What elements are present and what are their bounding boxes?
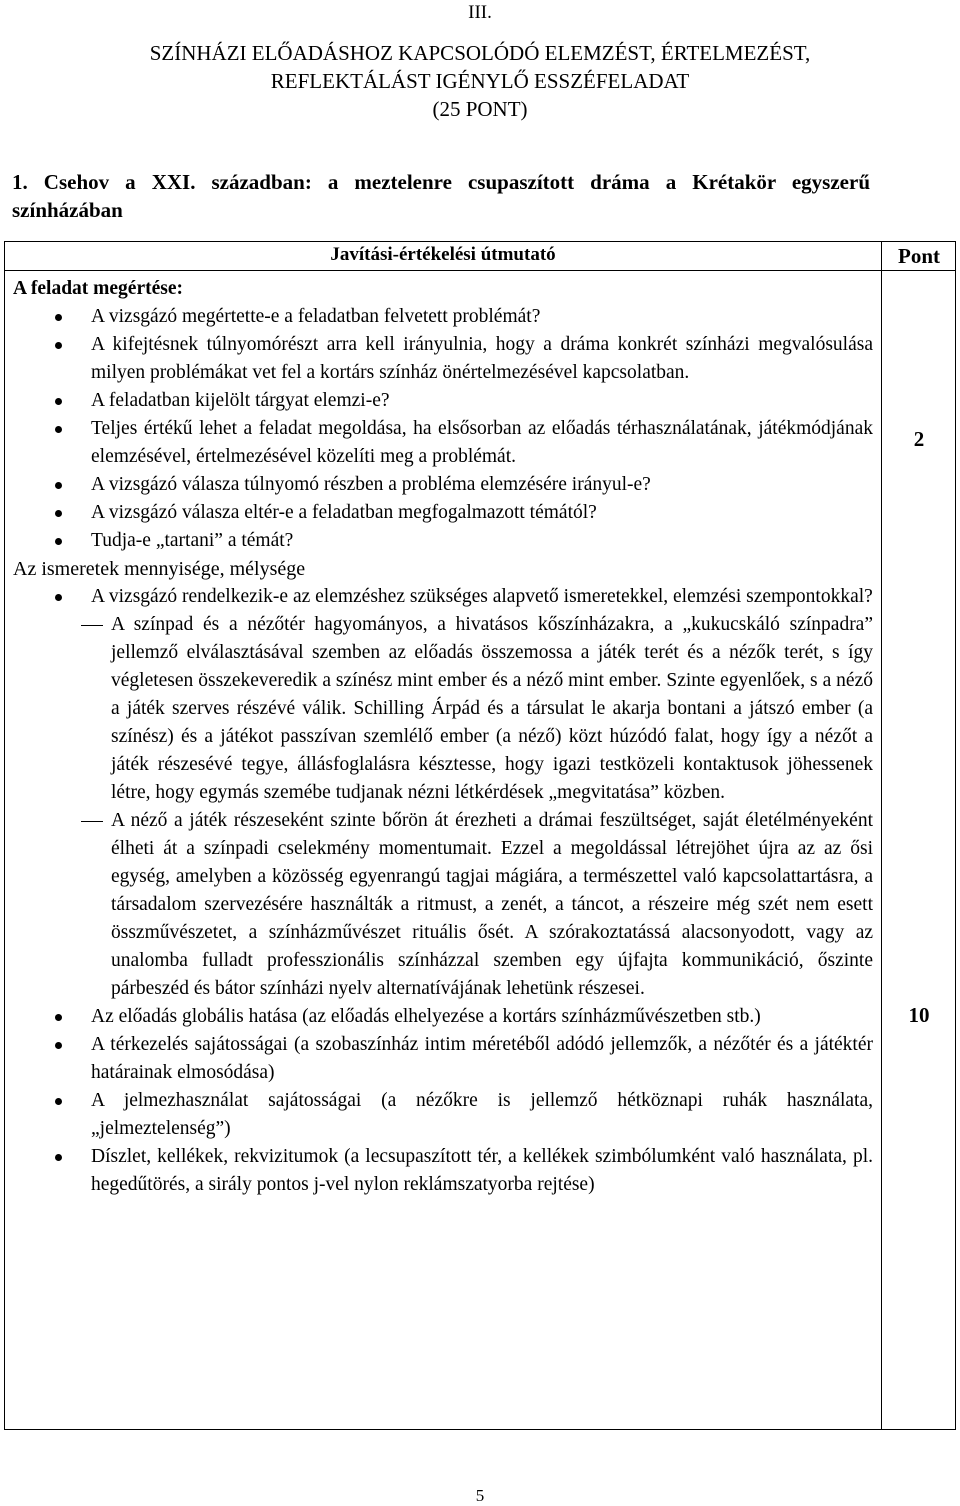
list-item: Az előadás globális hatása (az előadás elhelyezése a kortárs színházművészetben stb.): [13, 1003, 873, 1031]
dash-item-text: A színpad és a nézőtér hagyományos, a hivatásos kőszínházakra, a „kukucskáló színpadra” jellemző elválasztásával szemben az előadás összemossa a játék terét és a nézők terét, s így végletesen összekeveredik a színész mint ember és a néző mint ember. Szinte egyenlőek, s a néző a játék szerves részévé válik. Schilling Árpád és a társulat le akarja bontani a játszó ember (a színész) és a játékot passzívan szemlélő ember (a néző) közt húzódó falat, hogy így a nézőt a játék részesévé tegye, állásfoglalásra késztesse, hogy igazi testközeli kontaktusok jöhessenek létre, hogy egymás szemébe tudjanak nézni létkérdések „megvitatása” közben.: [111, 614, 873, 803]
knowledge-criteria-list: [13, 583, 873, 611]
column-divider: [881, 242, 882, 1429]
dash-item: [13, 807, 873, 1003]
list-item: A vizsgázó válasza túlnyomó részben a probléma elemzésére irányul-e?: [13, 471, 873, 499]
points-knowledge: 10: [908, 1003, 930, 1027]
list-item: A jelmezhasználat sajátosságai (a nézőkre is jellemző hétköznapi ruhák használata, „jelmeztelenség”): [13, 1087, 873, 1143]
list-item: Díszlet, kellékek, rekvizitumok (a lecsupaszított tér, a kellékek szimbólumként való használata, pl. hegedűtörés, a sirály pontos j-vel nylon reklámszatyorba rejtése): [13, 1143, 873, 1199]
list-item: A kifejtésnek túlnyomórészt arra kell irányulnia, hogy a dráma konkrét színházi megvalósulása milyen problémákat vet fel a kortárs színház önértelmezésével kapcsolatban.: [13, 331, 873, 387]
knowledge-aspects-list: [13, 1003, 873, 1199]
page-number: 5: [475, 1486, 485, 1505]
list-item: A térkezelés sajátosságai (a szobaszínház intim méretéből adódó jellemzők, a nézőtér és a játéktér határainak elmosódása): [13, 1031, 873, 1087]
dash-item: [13, 611, 873, 807]
dash-item-text: A néző a játék részeseként szinte bőrön át érezheti a drámai feszültséget, saját életélményeként élheti át a színpadi cselekmény momentumait. Ezzel a megoldással létrejöhet újra az az ősi egység, amelyben a közösség egyenrangú tagjai mágiára, a természettel való kapcsolattartásra, a társadalom szervezésére használták a ritmust, a zenét, a táncot, a részeire még szét nem esett összművészetet, a színházművészet rituális ősét. A szórakoztatássá alacsonyodott, vagy az unalomba fulladt professzionális színházzal szemben egy újfajta kommunikáció, őszinte párbeszéd és bátor színházi nyelv alternatívájának lehetünk részesei.: [111, 810, 873, 999]
points-column-header: Pont: [898, 244, 940, 268]
heading-line-3: (25 PONT): [432, 97, 528, 121]
guide-content: [13, 275, 873, 1199]
list-item: Teljes értékű lehet a feladat megoldása, ha elsősorban az előadás térhasználatának, játékmódjának elemzésével, értelmezésével közelíti meg a problémát.: [13, 415, 873, 471]
list-item: A vizsgázó megértette-e a feladatban felvetett problémát?: [13, 303, 873, 331]
dash-icon: [81, 821, 103, 822]
task-title: 1. Csehov a XXI. században: a meztelenre csupaszított dráma a Krétakör egyszerű: [12, 170, 870, 194]
list-item: Tudja-e „tartani” a témát?: [13, 527, 873, 555]
list-item: A vizsgázó rendelkezik-e az elemzéshez szükséges alapvető ismeretekkel, elemzési szempontokkal?: [13, 583, 873, 611]
guide-column-header: Javítási-értékelési útmutató: [330, 244, 556, 265]
assessment-table: [4, 241, 956, 1430]
heading-line-2: REFLEKTÁLÁST IGÉNYLŐ ESSZÉFELADAT: [270, 69, 690, 93]
heading-line-1: SZÍNHÁZI ELŐADÁSHOZ KAPCSOLÓDÓ ELEMZÉST, ÉRTELMEZÉST,: [149, 41, 811, 65]
task-title-continuation: színházában: [12, 198, 123, 222]
list-item: A vizsgázó válasza eltér-e a feladatban megfogalmazott témától?: [13, 499, 873, 527]
section-roman-numeral: III.: [468, 2, 492, 23]
understanding-criteria-list: [13, 303, 873, 555]
section-knowledge-title: Az ismeretek mennyisége, mélysége: [13, 558, 306, 580]
header-divider: [5, 270, 955, 271]
list-item: A feladatban kijelölt tárgyat elemzi-e?: [13, 387, 873, 415]
section-understanding-title: A feladat megértése:: [13, 278, 184, 299]
points-understanding: 2: [913, 427, 925, 451]
dash-icon: [81, 625, 103, 626]
knowledge-detail-list: [13, 611, 873, 1003]
